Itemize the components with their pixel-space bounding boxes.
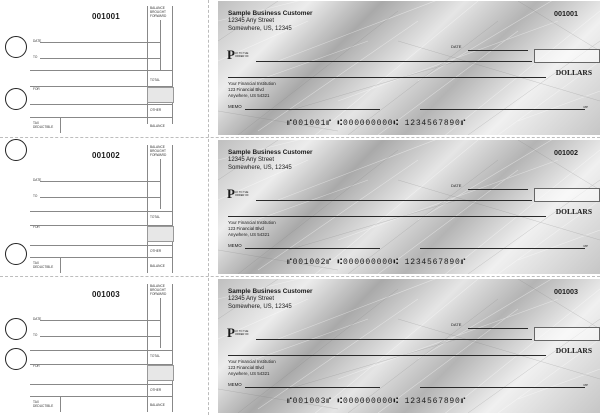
- bank-street: 123 Financial Blvd: [228, 226, 264, 231]
- stub-number: 001003: [92, 290, 120, 299]
- stub-balance-label: BALANCE: [150, 403, 165, 407]
- micr-line: ⑈001003⑈ ⑆000000000⑆ 1234567890⑈: [287, 397, 467, 406]
- stub-to-label: TO: [33, 194, 38, 198]
- memo-label: MEMO: [228, 104, 242, 109]
- memo-label: MEMO: [228, 382, 242, 387]
- pay-to-the-order-of-big: P: [227, 325, 235, 340]
- check-number: 001003: [554, 287, 578, 296]
- date-label: DATE: [451, 44, 462, 49]
- stub-date-label: DATE: [33, 178, 42, 182]
- stub-for-label: FOR: [33, 87, 40, 91]
- stub-date-label: DATE: [33, 317, 42, 321]
- check-stub: [0, 139, 215, 276]
- stub-tax-label: TAX DEDUCTIBLE: [33, 400, 54, 408]
- check-number: 001002: [554, 148, 578, 157]
- stub-total-label: TOTAL: [150, 215, 160, 219]
- business-name: Sample Business Customer: [228, 288, 313, 295]
- stub-to-label: TO: [33, 55, 38, 59]
- balance-brought-forward-label: BALANCE BROUGHT FORWARD: [150, 284, 167, 296]
- check-number: 001001: [554, 9, 578, 18]
- check-row-2: [0, 139, 600, 276]
- stub-balance-label: BALANCE: [150, 124, 165, 128]
- check: [218, 279, 600, 413]
- metal-texture-background: [218, 1, 600, 135]
- bank-street: 123 Financial Blvd: [228, 365, 264, 370]
- stub-total-label: TOTAL: [150, 354, 160, 358]
- dollars-label: DOLLARS: [555, 346, 592, 355]
- stub-tax-label: TAX DEDUCTIBLE: [33, 121, 54, 129]
- check-stub: [0, 0, 215, 137]
- stub-tax-label: TAX DEDUCTIBLE: [33, 261, 54, 269]
- dollars-label: DOLLARS: [555, 207, 592, 216]
- stub-other-label: OTHER: [150, 249, 162, 253]
- perforation: [0, 276, 600, 277]
- stub-for-label: FOR: [33, 225, 40, 229]
- stub-other-label: OTHER: [150, 388, 162, 392]
- pay-to-the-order-of-big: P: [227, 47, 235, 62]
- stub-total-box: [147, 87, 174, 103]
- business-street: 12345 Any Street: [228, 18, 275, 24]
- business-name: Sample Business Customer: [228, 10, 313, 17]
- binder-hole: [5, 243, 27, 265]
- pay-to-the-order-of-label: AY TO THE ORDER OF: [235, 330, 249, 337]
- micr-line: ⑈001002⑈ ⑆000000000⑆ 1234567890⑈: [287, 258, 467, 267]
- business-city: Somewhere, US, 12345: [228, 304, 292, 310]
- balance-brought-forward-label: BALANCE BROUGHT FORWARD: [150, 145, 167, 157]
- binder-hole: [5, 139, 27, 161]
- stub-date-label: DATE: [33, 39, 42, 43]
- date-label: DATE: [451, 322, 462, 327]
- business-street: 12345 Any Street: [228, 296, 275, 302]
- dollars-label: DOLLARS: [555, 68, 592, 77]
- check: [218, 1, 600, 135]
- micr-line: ⑈001001⑈ ⑆000000000⑆ 1234567890⑈: [287, 119, 467, 128]
- stub-other-label: OTHER: [150, 108, 162, 112]
- stub-balance-label: BALANCE: [150, 264, 165, 268]
- stub-total-box: [147, 226, 174, 242]
- balance-brought-forward-label: BALANCE BROUGHT FORWARD: [150, 6, 167, 18]
- stub-number: 001001: [92, 12, 120, 21]
- date-label: DATE: [451, 183, 462, 188]
- stub-total-box: [147, 365, 174, 381]
- business-city: Somewhere, US, 12345: [228, 165, 292, 171]
- stub-to-label: TO: [33, 333, 38, 337]
- binder-hole: [5, 348, 27, 370]
- bank-street: 123 Financial Blvd: [228, 87, 264, 92]
- perforation: [0, 137, 600, 138]
- bank-name: Your Financial Institution: [228, 220, 276, 225]
- stub-number: 001002: [92, 151, 120, 160]
- mp-label: MP: [583, 383, 588, 387]
- bank-name: Your Financial Institution: [228, 359, 276, 364]
- business-city: Somewhere, US, 12345: [228, 26, 292, 32]
- amount-box[interactable]: [534, 327, 600, 341]
- bank-city: Anywhere, US 54321: [228, 371, 270, 376]
- pay-to-the-order-of-big: P: [227, 186, 235, 201]
- stub-total-label: TOTAL: [150, 78, 160, 82]
- binder-hole: [5, 36, 27, 58]
- check: [218, 140, 600, 274]
- business-street: 12345 Any Street: [228, 157, 275, 163]
- metal-texture-background: [218, 279, 600, 413]
- check-row-1: [0, 0, 600, 137]
- bank-city: Anywhere, US 54321: [228, 93, 270, 98]
- amount-box[interactable]: [534, 188, 600, 202]
- stub-for-label: FOR: [33, 364, 40, 368]
- check-stub: [0, 278, 215, 415]
- amount-box[interactable]: [534, 49, 600, 63]
- pay-to-the-order-of-label: AY TO THE ORDER OF: [235, 191, 249, 198]
- bank-city: Anywhere, US 54321: [228, 232, 270, 237]
- binder-hole: [5, 88, 27, 110]
- metal-texture-background: [218, 140, 600, 274]
- business-name: Sample Business Customer: [228, 149, 313, 156]
- pay-to-the-order-of-label: AY TO THE ORDER OF: [235, 52, 249, 59]
- memo-label: MEMO: [228, 243, 242, 248]
- mp-label: MP: [583, 244, 588, 248]
- mp-label: MP: [583, 105, 588, 109]
- bank-name: Your Financial Institution: [228, 81, 276, 86]
- check-row-3: [0, 278, 600, 415]
- binder-hole: [5, 318, 27, 340]
